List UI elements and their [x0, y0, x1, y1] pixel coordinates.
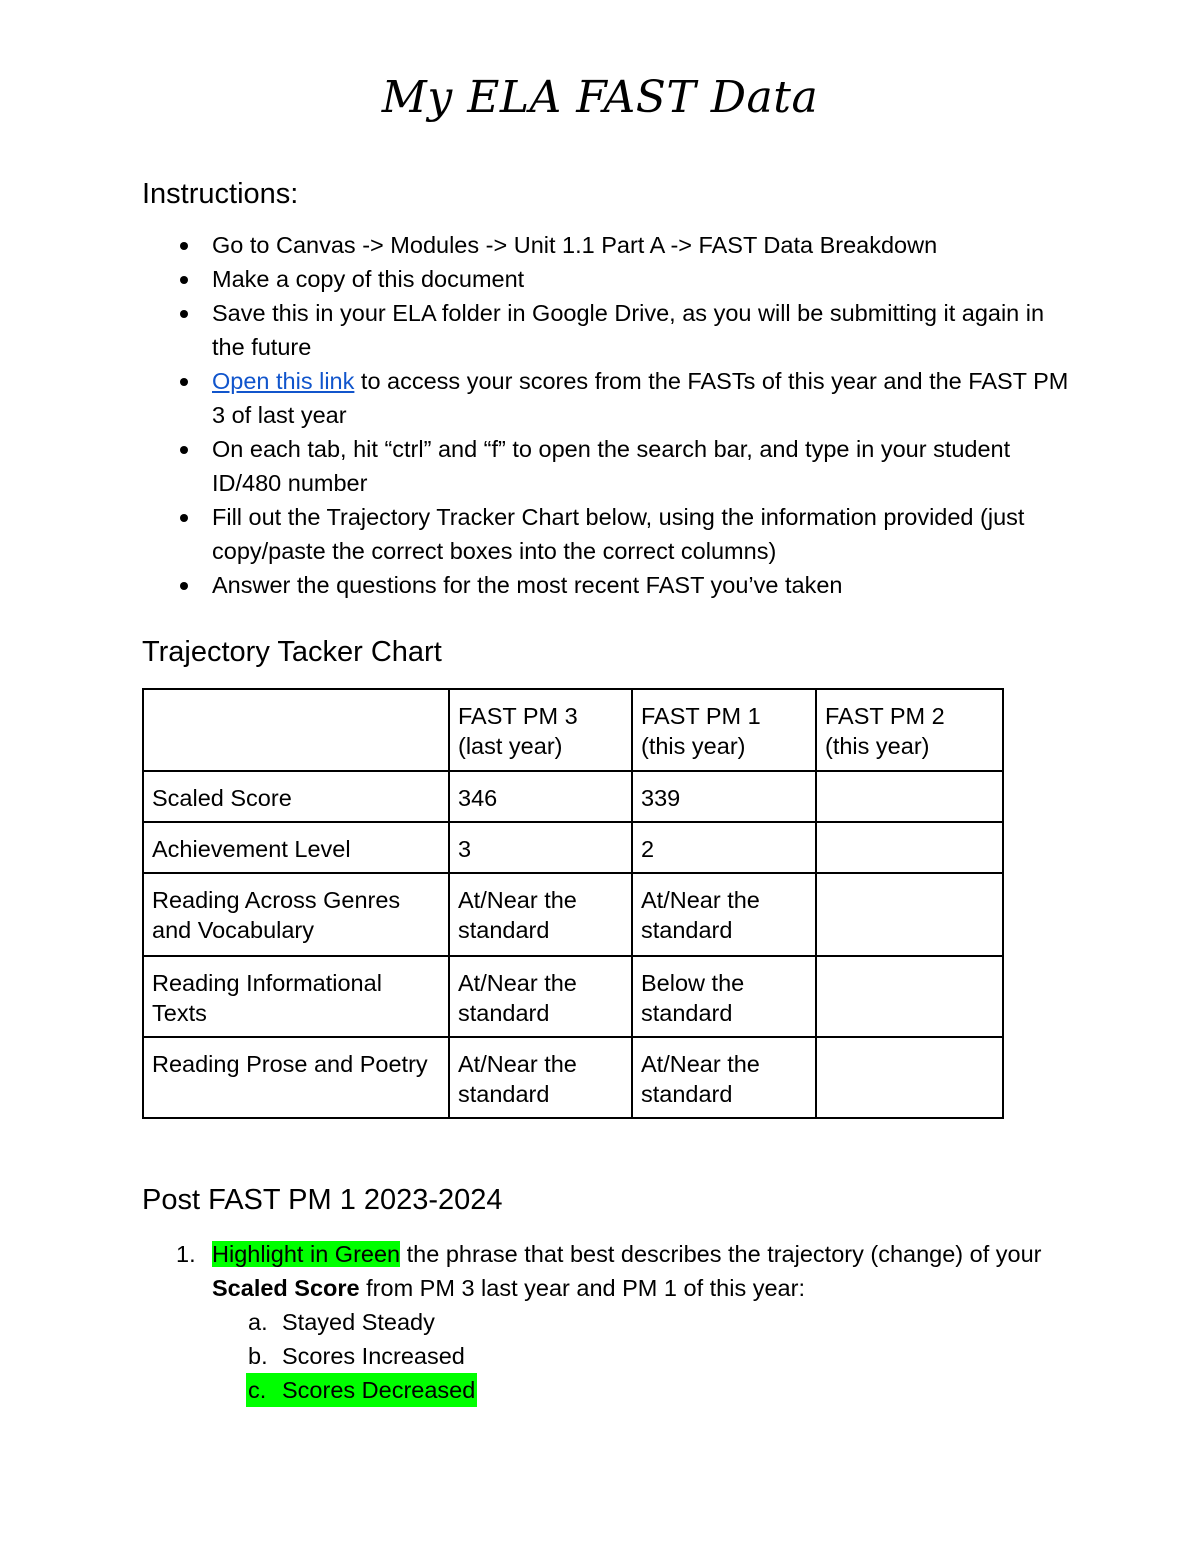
chart-heading: Trajectory Tacker Chart: [142, 636, 442, 668]
option-letter: a.: [248, 1309, 268, 1335]
table-cell: [816, 956, 1003, 1037]
instructions-heading: Instructions:: [142, 178, 299, 210]
list-item: [142, 364, 1072, 432]
table-cell: [816, 771, 1003, 822]
list-item: Make a copy of this document: [142, 262, 1072, 296]
post-fast-heading: Post FAST PM 1 2023-2024: [142, 1184, 503, 1216]
table-cell: Reading Across Genres and Vocabulary: [143, 873, 449, 956]
table-cell: At/Near the standard: [632, 873, 816, 956]
table-cell: Reading Prose and Poetry: [143, 1037, 449, 1118]
table-cell: [816, 822, 1003, 873]
option-label: Stayed Steady: [282, 1309, 435, 1335]
table-cell: 2: [632, 822, 816, 873]
table-cell: 346: [449, 771, 632, 822]
option-label: Scores Decreased: [282, 1377, 476, 1403]
table-cell: 339: [632, 771, 816, 822]
table-row: [143, 822, 1003, 873]
answer-options: [212, 1305, 1072, 1407]
option-letter: c.: [248, 1377, 267, 1403]
list-item: Fill out the Trajectory Tracker Chart below, using the information provided (just copy/paste the correct boxes into the correct columns): [142, 500, 1072, 568]
question-number: 1.: [176, 1241, 196, 1267]
list-item: Save this in your ELA folder in Google Drive, as you will be submitting it again in the future: [142, 296, 1072, 364]
table-header-row: [143, 689, 1003, 771]
list-item: Answer the questions for the most recent FAST you’ve taken: [142, 568, 1072, 602]
highlight-instruction: Highlight in Green: [212, 1241, 401, 1267]
table-cell: Scaled Score: [143, 771, 449, 822]
table-cell: 3: [449, 822, 632, 873]
question-text-end: from PM 3 last year and PM 1 of this year:: [359, 1275, 805, 1301]
option-highlight: [246, 1373, 477, 1407]
table-cell: Below the standard: [632, 956, 816, 1037]
answer-option-selected[interactable]: [212, 1373, 1072, 1407]
list-item: Go to Canvas -> Modules -> Unit 1.1 Part A -> FAST Data Breakdown: [142, 228, 1072, 262]
table-row: [143, 956, 1003, 1037]
link-item-text: to access your scores from the FASTs of this year and the FAST PM 3 of last year: [212, 368, 1069, 428]
answer-option[interactable]: [212, 1339, 1072, 1373]
table-header-cell: FAST PM 1 (this year): [632, 689, 816, 771]
table-row: [143, 873, 1003, 956]
option-label: Scores Increased: [282, 1343, 465, 1369]
instructions-list: [142, 228, 1072, 602]
table-row: [143, 1037, 1003, 1118]
trajectory-tracker-table: [142, 688, 1004, 1119]
table-cell: Achievement Level: [143, 822, 449, 873]
document-title: My ELA FAST Data: [381, 72, 819, 123]
open-link[interactable]: Open this link: [212, 368, 355, 394]
table-cell: At/Near the standard: [449, 873, 632, 956]
question-bold-term: Scaled Score: [212, 1275, 360, 1301]
list-item: On each tab, hit “ctrl” and “f” to open the search bar, and type in your student ID/480 number: [142, 432, 1072, 500]
table-header-cell: FAST PM 3 (last year): [449, 689, 632, 771]
question-text: the phrase that best describes the trajectory (change) of your: [400, 1241, 1042, 1267]
table-cell: At/Near the standard: [632, 1037, 816, 1118]
table-header-cell: [143, 689, 449, 771]
question-item: [142, 1237, 1072, 1407]
option-letter: b.: [248, 1343, 268, 1369]
table-cell: At/Near the standard: [449, 1037, 632, 1118]
table-row: [143, 771, 1003, 822]
table-cell: Reading Informational Texts: [143, 956, 449, 1037]
table-cell: [816, 873, 1003, 956]
table-cell: [816, 1037, 1003, 1118]
table-header-cell: FAST PM 2 (this year): [816, 689, 1003, 771]
table-cell: At/Near the standard: [449, 956, 632, 1037]
answer-option[interactable]: [212, 1305, 1072, 1339]
questions-list: [142, 1237, 1072, 1407]
